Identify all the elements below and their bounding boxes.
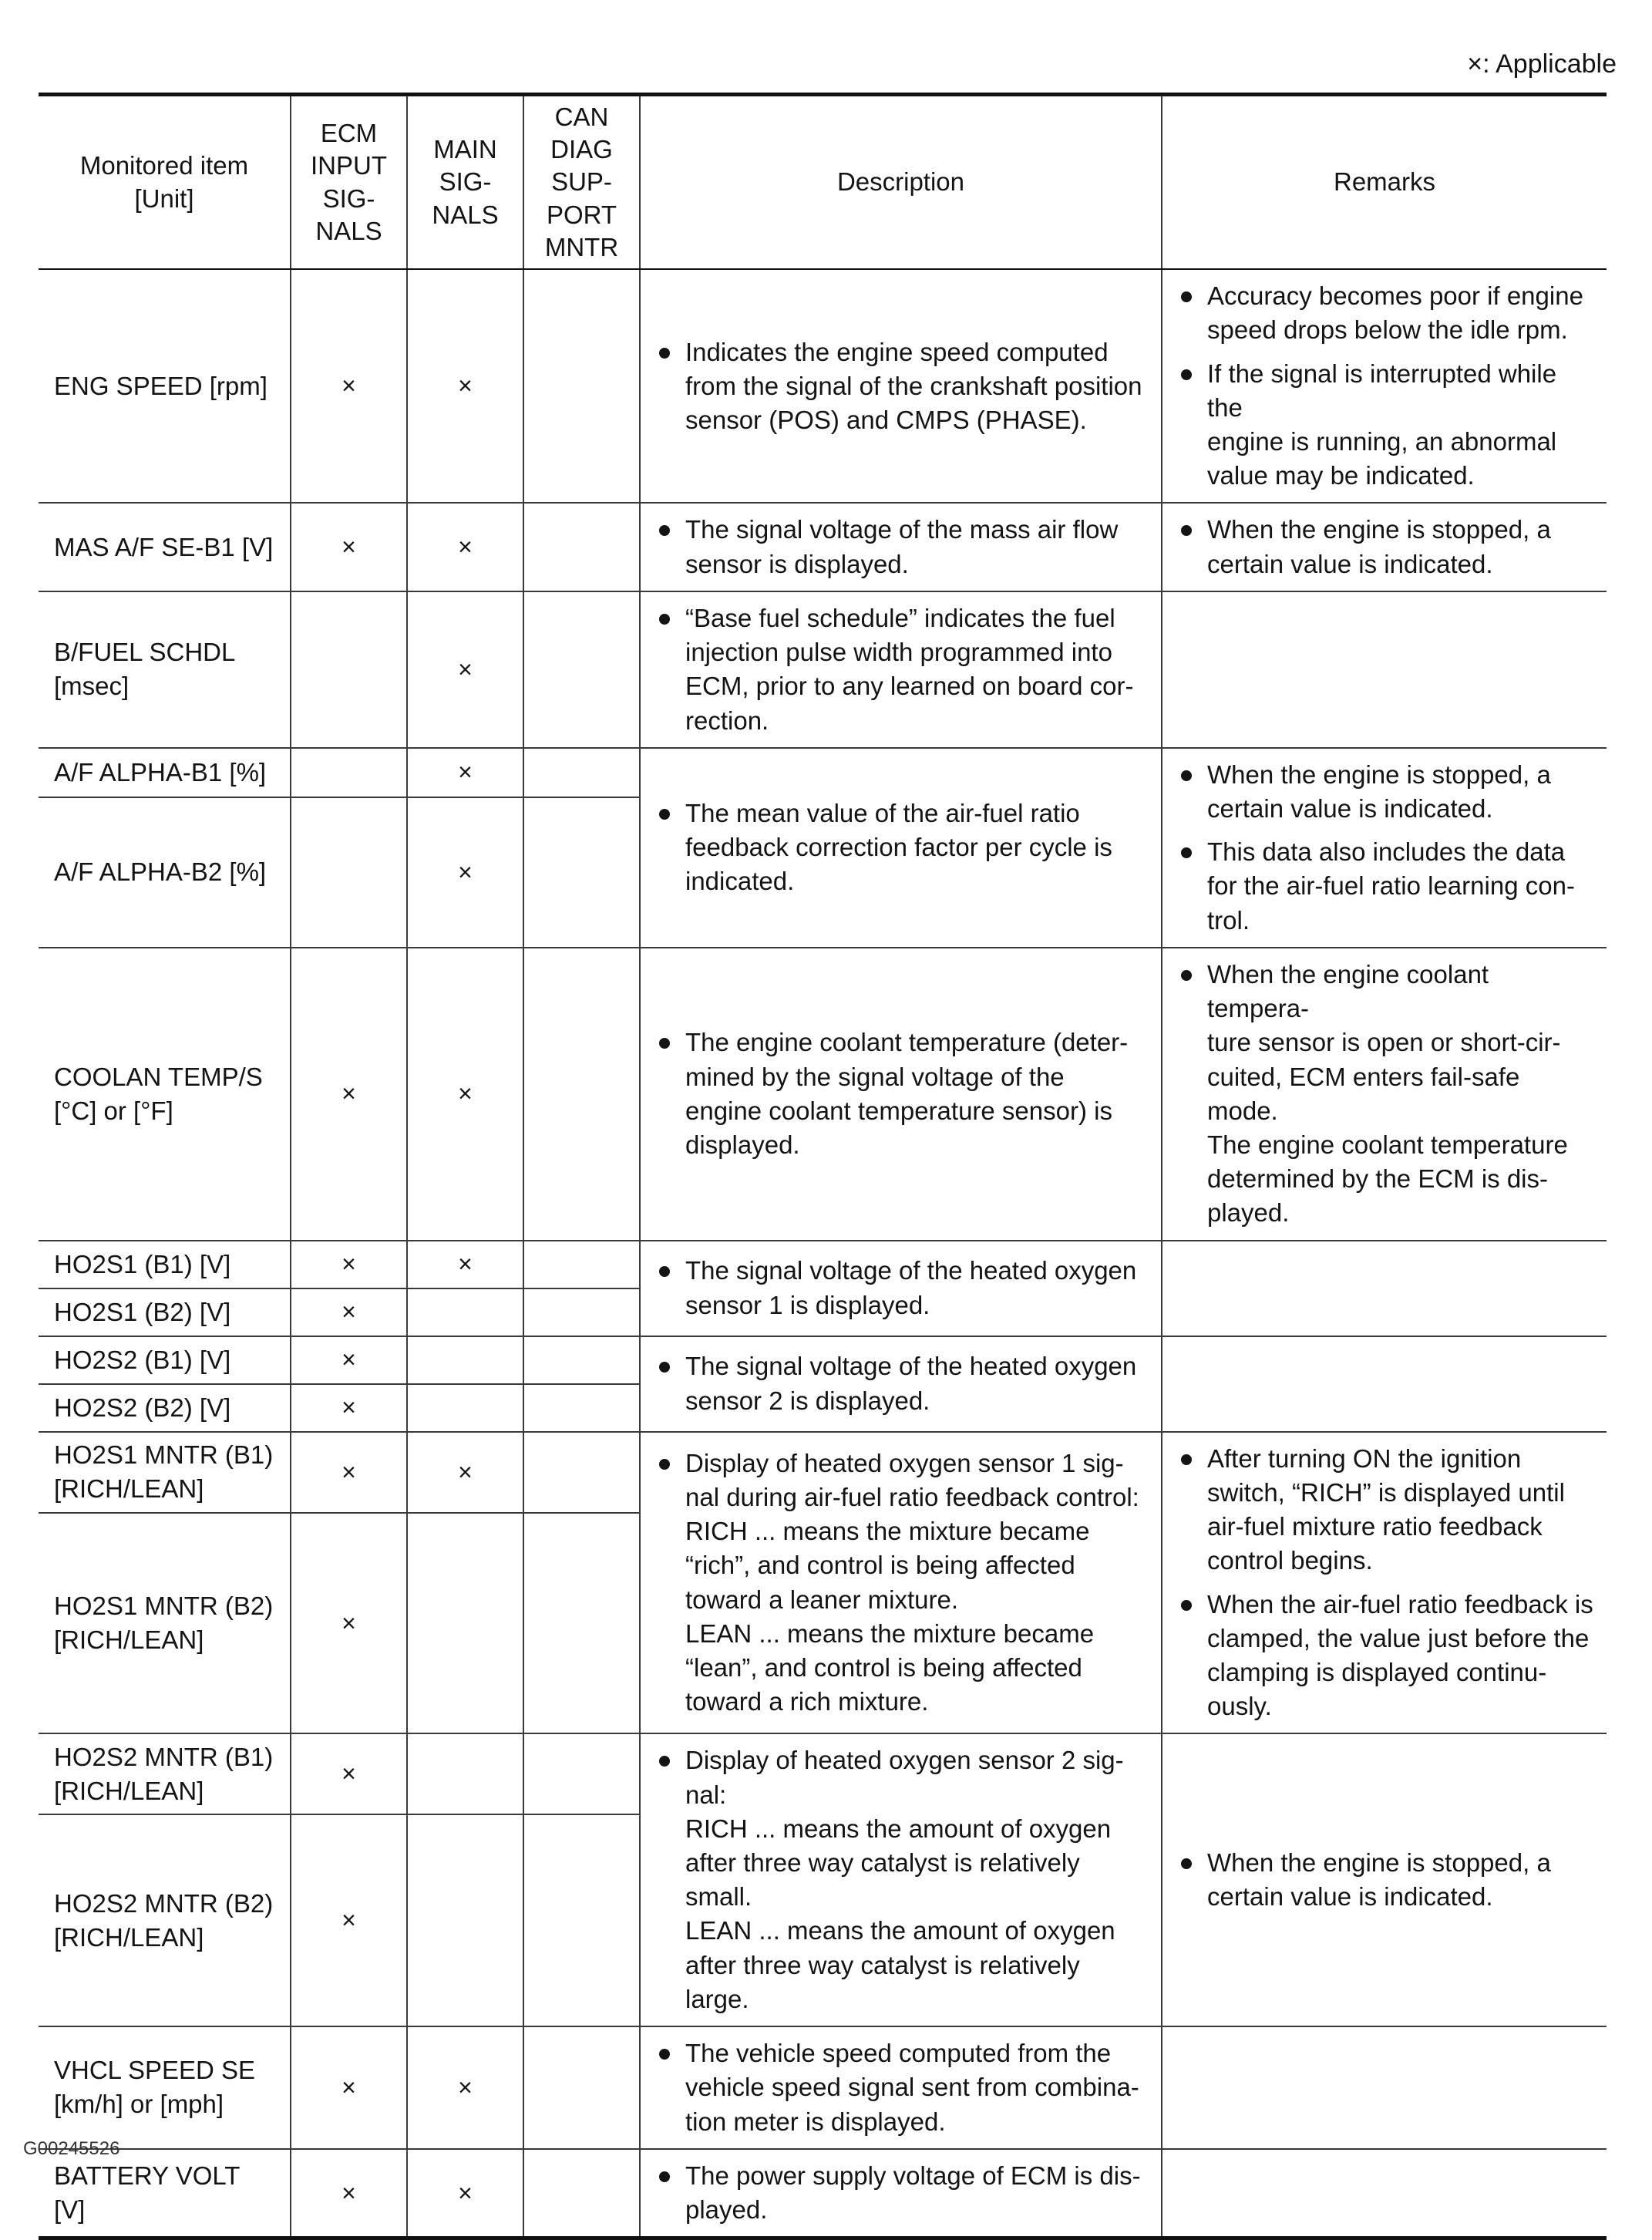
main-signal-mark: × [407, 1432, 523, 1513]
bullet-item [1176, 958, 1596, 1231]
item-name-line: [msec] [54, 672, 130, 701]
ecm-input-mark: × [291, 1241, 407, 1288]
bullet-list [654, 601, 1150, 738]
item-name-line: HO2S1 (B2) [V] [54, 1297, 231, 1326]
text-line: When the engine is stopped, a [1207, 515, 1551, 544]
bullet-list [654, 513, 1150, 581]
item-name-line: HO2S1 MNTR (B1) [54, 1440, 274, 1469]
item-name-line: HO2S2 MNTR (B2) [54, 1888, 274, 1918]
ecm-input-mark [291, 797, 407, 948]
text-line: When the engine coolant tempera- [1207, 959, 1489, 1023]
monitored-item-cell [39, 1288, 291, 1336]
ecm-input-mark: × [291, 2026, 407, 2149]
text-line: The power supply voltage of ECM is dis- [685, 2161, 1141, 2190]
remarks-cell [1162, 2149, 1607, 2238]
bullet-item [654, 1254, 1150, 1322]
text-line: This data also includes the data [1207, 837, 1566, 867]
header-line: MAIN [433, 135, 497, 164]
bullet-item [654, 601, 1150, 738]
text-line: When the engine is stopped, a [1207, 1848, 1551, 1878]
text-line: ture sensor is open or short-cir- [1207, 1028, 1561, 1057]
monitored-item-cell [39, 2149, 291, 2238]
ecm-input-mark: × [291, 1336, 407, 1384]
text-line: switch, “RICH” is displayed until [1207, 1477, 1565, 1507]
bullet-list [1176, 958, 1596, 1231]
header-ecm-input-signals [291, 95, 407, 270]
ecm-input-mark: × [291, 269, 407, 503]
text-line: The signal voltage of the heated oxygen [685, 1256, 1137, 1285]
description-cell [640, 948, 1162, 1241]
table-row [39, 2149, 1607, 2238]
text-line: Accuracy becomes poor if engine [1207, 281, 1583, 311]
table-row [39, 269, 1607, 503]
text-line: cuited, ECM enters fail-safe mode. [1207, 1062, 1520, 1125]
text-line: toward a leaner mixture. [685, 1585, 958, 1614]
can-diag-mark [523, 269, 640, 503]
monitored-item-cell [39, 1733, 291, 1814]
monitored-item-cell [39, 269, 291, 503]
text-line: large. [685, 1984, 749, 2013]
item-name-line: [V] [54, 2195, 86, 2225]
remarks-cell [1162, 1432, 1607, 1734]
text-line: ously. [1207, 1692, 1272, 1721]
header-main-signals [407, 95, 523, 270]
text-line: clamped, the value just before the [1207, 1623, 1590, 1652]
text-line: speed drops below the idle rpm. [1207, 315, 1568, 345]
main-signal-mark: × [407, 2149, 523, 2238]
text-line: “rich”, and control is being affected [685, 1551, 1075, 1580]
table-row [39, 1336, 1607, 1384]
description-cell [640, 748, 1162, 948]
text-line: LEAN ... means the amount of oxygen [685, 1916, 1115, 1945]
bullet-list [1176, 513, 1596, 581]
can-diag-mark [523, 748, 640, 797]
bullet-item [1176, 835, 1596, 938]
can-diag-mark [523, 1814, 640, 2026]
table-header-row [39, 95, 1607, 270]
text-line: RICH ... means the amount of oxygen [685, 1814, 1112, 1843]
bullet-list [654, 2036, 1150, 2139]
ecm-input-mark: × [291, 1814, 407, 2026]
text-line: sensor 2 is displayed. [685, 1386, 930, 1415]
bullet-item [654, 1447, 1150, 1720]
table-row [39, 1241, 1607, 1288]
text-line: certain value is indicated. [1207, 794, 1493, 824]
main-signal-mark [407, 1513, 523, 1734]
main-signal-mark [407, 1733, 523, 1814]
ecm-input-mark: × [291, 1288, 407, 1336]
description-cell [640, 1432, 1162, 1734]
header-line: NALS [315, 216, 382, 245]
can-diag-mark [523, 2026, 640, 2149]
table-row [39, 948, 1607, 1241]
text-line: certain value is indicated. [1207, 549, 1493, 578]
can-diag-mark [523, 1384, 640, 1432]
bullet-item [654, 797, 1150, 899]
bullet-item [1176, 758, 1596, 826]
remarks-cell [1162, 1241, 1607, 1336]
description-cell [640, 2026, 1162, 2149]
bullet-list [1176, 1442, 1596, 1724]
text-line: sensor is displayed. [685, 549, 909, 578]
bullet-list [654, 1743, 1150, 2016]
can-diag-mark [523, 1241, 640, 1288]
can-diag-mark [523, 2149, 640, 2238]
remarks-cell [1162, 269, 1607, 503]
remarks-cell [1162, 503, 1607, 591]
text-line: The mean value of the air-fuel ratio [685, 799, 1080, 828]
ecm-input-mark: × [291, 1384, 407, 1432]
item-name-line: [RICH/LEAN] [54, 1922, 204, 1952]
header-line: MNTR [544, 232, 619, 261]
monitored-item-cell [39, 1432, 291, 1513]
text-line: injection pulse width programmed into [685, 638, 1112, 667]
bullet-item [654, 335, 1150, 438]
bullet-item [1176, 357, 1596, 493]
text-line: played. [1207, 1198, 1290, 1228]
item-name-line: HO2S2 MNTR (B1) [54, 1742, 274, 1771]
monitored-item-cell [39, 1241, 291, 1288]
text-line: mined by the signal voltage of the [685, 1062, 1065, 1091]
text-line: When the engine is stopped, a [1207, 760, 1551, 789]
item-name-line: [km/h] or [mph] [54, 2090, 224, 2119]
bullet-list [654, 1349, 1150, 1417]
item-name-line: VHCL SPEED SE [54, 2056, 256, 2085]
monitored-item-cell [39, 797, 291, 948]
item-name-line: MAS A/F SE-B1 [V] [54, 532, 274, 561]
bullet-list [654, 1026, 1150, 1162]
description-cell [640, 1241, 1162, 1336]
main-signal-mark: × [407, 503, 523, 591]
header-line: PORT [546, 200, 617, 229]
text-line: ECM, prior to any learned on board cor- [685, 672, 1134, 701]
text-line: Display of heated oxygen sensor 1 sig- [685, 1448, 1124, 1477]
can-diag-mark [523, 1432, 640, 1513]
monitor-item-table [39, 93, 1607, 2240]
text-line: value may be indicated. [1207, 461, 1475, 490]
table-row [39, 2026, 1607, 2149]
item-name-line: [°C] or [°F] [54, 1096, 173, 1125]
main-signal-mark [407, 1384, 523, 1432]
item-name-line: A/F ALPHA-B2 [%] [54, 857, 267, 887]
remarks-cell [1162, 748, 1607, 948]
bullet-item [1176, 1588, 1596, 1724]
header-line: DIAG [550, 135, 613, 164]
item-name-line: HO2S2 (B1) [V] [54, 1345, 231, 1374]
text-line: played. [685, 2195, 768, 2225]
header-line: SUP- [551, 167, 612, 197]
text-line: If the signal is interrupted while the [1207, 359, 1557, 422]
description-cell [640, 2149, 1162, 2238]
text-line: LEAN ... means the mixture became [685, 1619, 1095, 1648]
text-line: engine is running, an abnormal [1207, 427, 1557, 456]
item-name-line: A/F ALPHA-B1 [%] [54, 757, 267, 787]
text-line: After turning ON the ignition [1207, 1443, 1522, 1473]
text-line: after three way catalyst is relatively [685, 1848, 1080, 1878]
figure-id: G00245526 [23, 2138, 120, 2159]
table-row [39, 591, 1607, 748]
bullet-item [1176, 1846, 1596, 1914]
text-line: Display of heated oxygen sensor 2 sig- [685, 1746, 1124, 1775]
header-line: SIG- [439, 167, 492, 197]
ecm-input-mark: × [291, 2149, 407, 2238]
text-line: displayed. [685, 1130, 800, 1159]
bullet-list [1176, 1846, 1596, 1914]
main-signal-mark [407, 1814, 523, 2026]
text-line: vehicle speed signal sent from combina- [685, 2073, 1139, 2102]
main-signal-mark: × [407, 591, 523, 748]
header-description: Description [640, 95, 1162, 270]
main-signal-mark [407, 1336, 523, 1384]
bullet-list [654, 2159, 1150, 2227]
description-cell [640, 591, 1162, 748]
bullet-list [654, 797, 1150, 899]
remarks-cell [1162, 591, 1607, 748]
item-name-line: [RICH/LEAN] [54, 1474, 204, 1504]
bullet-item [654, 1026, 1150, 1162]
text-line: control begins. [1207, 1546, 1373, 1575]
item-name-line: HO2S2 (B2) [V] [54, 1393, 231, 1422]
description-cell [640, 1733, 1162, 2026]
monitored-item-cell [39, 1336, 291, 1384]
text-line: determined by the ECM is dis- [1207, 1164, 1549, 1194]
text-line: The vehicle speed computed from the [685, 2039, 1112, 2068]
text-line: toward a rich mixture. [685, 1687, 929, 1716]
bullet-item [1176, 513, 1596, 581]
header-can-diag-support-mntr [523, 95, 640, 270]
monitored-item-cell [39, 748, 291, 797]
can-diag-mark [523, 1733, 640, 1814]
text-line: sensor 1 is displayed. [685, 1290, 930, 1319]
header-line: [Unit] [134, 184, 194, 213]
item-name-line: ENG SPEED [rpm] [54, 371, 267, 400]
remarks-cell [1162, 948, 1607, 1241]
bullet-item [654, 1743, 1150, 2016]
ecm-input-mark: × [291, 503, 407, 591]
header-monitored-item [39, 95, 291, 270]
header-line: ECM [320, 119, 378, 148]
table-row [39, 1432, 1607, 1513]
can-diag-mark [523, 1336, 640, 1384]
bullet-list [654, 1254, 1150, 1322]
monitored-item-cell [39, 591, 291, 748]
ecm-input-mark: × [291, 948, 407, 1241]
text-line: certain value is indicated. [1207, 1882, 1493, 1912]
text-line: RICH ... means the mixture became [685, 1517, 1090, 1546]
bullet-list [1176, 279, 1596, 493]
item-name-line: HO2S1 MNTR (B2) [54, 1591, 274, 1620]
header-line: INPUT [311, 151, 387, 180]
can-diag-mark [523, 503, 640, 591]
bullet-item [654, 2159, 1150, 2227]
item-name-line: BATTERY VOLT [54, 2161, 241, 2190]
ecm-input-mark [291, 591, 407, 748]
remarks-cell [1162, 1733, 1607, 2026]
text-line: rection. [685, 706, 769, 735]
text-line: Indicates the engine speed computed [685, 337, 1109, 366]
text-line: sensor (POS) and CMPS (PHASE). [685, 405, 1087, 434]
main-signal-mark [407, 1288, 523, 1336]
description-cell [640, 1336, 1162, 1432]
text-line: nal: [685, 1780, 727, 1809]
ecm-input-mark: × [291, 1733, 407, 1814]
can-diag-mark [523, 797, 640, 948]
text-line: nal during air-fuel ratio feedback control: [685, 1482, 1139, 1511]
item-name-line: B/FUEL SCHDL [54, 638, 236, 667]
item-name-line: COOLAN TEMP/S [54, 1062, 263, 1091]
bullet-item [654, 1349, 1150, 1417]
can-diag-mark [523, 1288, 640, 1336]
bullet-list [654, 335, 1150, 438]
header-line: SIG- [322, 184, 375, 213]
remarks-cell [1162, 1336, 1607, 1432]
header-line: NALS [432, 200, 499, 229]
applicable-legend: ×: Applicable [1467, 49, 1617, 79]
monitored-item-cell [39, 948, 291, 1241]
text-line: “lean”, and control is being affected [685, 1652, 1082, 1682]
text-line: The signal voltage of the mass air flow [685, 515, 1119, 544]
text-line: air-fuel mixture ratio feedback [1207, 1512, 1543, 1541]
bullet-list [654, 1447, 1150, 1720]
description-cell [640, 503, 1162, 591]
text-line: indicated. [685, 867, 795, 896]
text-line: after three way catalyst is relatively [685, 1950, 1080, 1979]
text-line: The engine coolant temperature (deter- [685, 1028, 1129, 1057]
table-row [39, 503, 1607, 591]
table-row [39, 748, 1607, 797]
bullet-item [654, 2036, 1150, 2139]
item-name-line: HO2S1 (B1) [V] [54, 1249, 231, 1278]
header-line: Monitored item [79, 151, 249, 180]
text-line: engine coolant temperature sensor) is [685, 1096, 1112, 1125]
text-line: clamping is displayed continu- [1207, 1657, 1547, 1686]
ecm-input-mark [291, 748, 407, 797]
monitored-item-cell [39, 2026, 291, 2149]
header-line: CAN [554, 103, 609, 131]
text-line: from the signal of the crankshaft position [685, 371, 1142, 400]
can-diag-mark [523, 948, 640, 1241]
text-line: The signal voltage of the heated oxygen [685, 1352, 1137, 1381]
monitored-item-cell [39, 1384, 291, 1432]
item-name-line: [RICH/LEAN] [54, 1776, 204, 1805]
main-signal-mark: × [407, 2026, 523, 2149]
monitored-item-cell [39, 1814, 291, 2026]
text-line: trol. [1207, 905, 1250, 935]
text-line: small. [685, 1882, 752, 1912]
text-line: for the air-fuel ratio learning con- [1207, 871, 1575, 901]
bullet-item [654, 513, 1150, 581]
bullet-item [1176, 1442, 1596, 1578]
main-signal-mark: × [407, 269, 523, 503]
monitored-item-cell [39, 503, 291, 591]
main-signal-mark: × [407, 948, 523, 1241]
bullet-list [1176, 758, 1596, 938]
item-name-line: [RICH/LEAN] [54, 1625, 204, 1654]
ecm-input-mark: × [291, 1513, 407, 1734]
remarks-cell [1162, 2026, 1607, 2149]
main-signal-mark: × [407, 1241, 523, 1288]
text-line: tion meter is displayed. [685, 2107, 946, 2136]
text-line: feedback correction factor per cycle is [685, 833, 1112, 862]
bullet-item [1176, 279, 1596, 347]
can-diag-mark [523, 591, 640, 748]
text-line: “Base fuel schedule” indicates the fuel [685, 603, 1115, 632]
main-signal-mark: × [407, 748, 523, 797]
main-signal-mark: × [407, 797, 523, 948]
text-line: The engine coolant temperature [1207, 1130, 1568, 1159]
table-row [39, 1733, 1607, 1814]
monitored-item-cell [39, 1513, 291, 1734]
ecm-input-mark: × [291, 1432, 407, 1513]
header-remarks: Remarks [1162, 95, 1607, 270]
can-diag-mark [523, 1513, 640, 1734]
text-line: When the air-fuel ratio feedback is [1207, 1589, 1593, 1619]
description-cell [640, 269, 1162, 503]
